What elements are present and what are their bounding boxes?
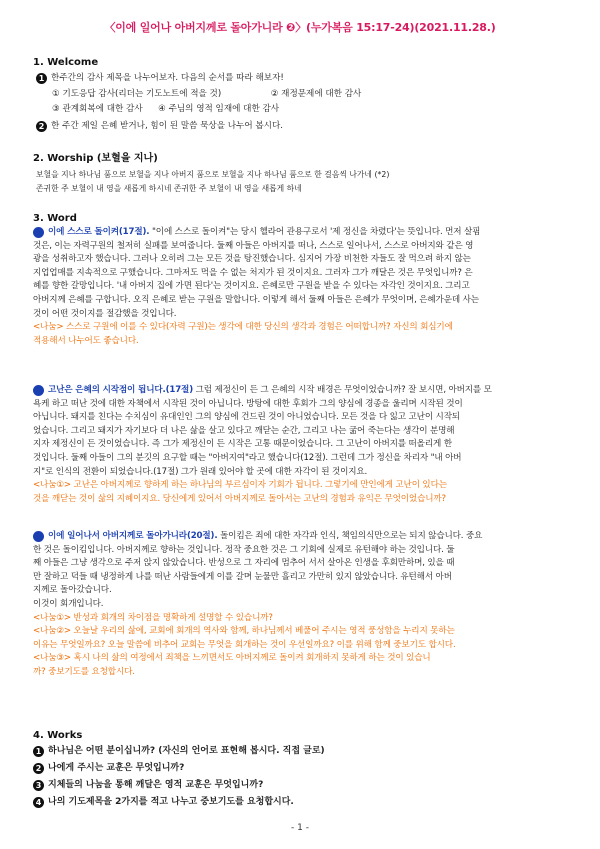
- word-point-3: [33, 530, 571, 680]
- lyrics-line-1: 보혈을 지나 하나님 품으로 보혈을 지나 아버지 품으로 보혈을 지나 하나님 품으로 한 걸음씩 나가네 (*2): [36, 170, 390, 179]
- sub-2-marker: ②: [270, 88, 279, 99]
- works-item-text: 지체들의 나눔을 통해 깨달은 영적 교훈은 무엇입니까?: [48, 780, 264, 790]
- p3-title: 이에 일어나서 아버지께로 돌아가니라(20절).: [48, 531, 218, 541]
- p1-line: 아버지께 은혜를 구합니다. 오직 은혜로 받는 구원을 말합니다. 이렇게 해서 둘째 아들은 은혜가 무엇이며, 은혜가운데 사는: [33, 294, 479, 305]
- p3-line: 한 것은 돌이킴입니다. 아버지께로 향하는 것입니다. 정작 중요한 것은 그 기회에 실제로 유턴해야 하는 것입니다. 둘: [33, 544, 455, 555]
- p3-line: 째 아들은 그냥 생각으로 주저 앉지 않았습니다. 반성으로 그 자리에 멈추어 서서 살아온 인생을 후회만하며, 있을 때: [33, 558, 455, 569]
- p2-share: <나눔①> 고난은 아버지께로 향하게 하는 하나님의 부르심이자 기회가 됩니다. 그렇기에 만인에게 고난이 있다는: [33, 480, 447, 491]
- p1-line: 지업업매를 지속적으로 구했습니다. 그마저도 먹을 수 없는 처지가 된 것이지요. 그러자 그가 깨달은 것은 무엇입니까? 은: [33, 267, 473, 278]
- works-item-1: [33, 743, 571, 760]
- p3-text: 돌이킴은 죄에 대한 자각과 인식, 책임의식만으로는 되지 않습니다. 중요: [220, 531, 483, 541]
- welcome-item-1-text: 한주간의 감사 제목을 나누어보자. 다음의 순서를 따라 해보자!: [51, 73, 284, 83]
- p3-line: 만 잘하고 덕들 때 냉정하게 나를 떠난 사람들에게 이를 갈며 눈물만 흘리고 가만히 있지 않았습니다. 유턴해서 아버: [33, 571, 452, 582]
- p2-line: 것입니다. 둘째 아들이 그의 분깃의 요구할 때는 "아버지여"라고 했습니다(12절). 그런데 그가 정신을 차리자 "내 아버: [33, 452, 462, 463]
- number-2-icon: 2: [36, 121, 47, 132]
- p2-text: 그럼 제정신이 든 그 은혜의 시작 배경은 무엇이었습니까? 잘 보시면, 아버지를 모: [195, 385, 492, 395]
- number-1-icon: 1: [33, 746, 44, 757]
- welcome-item-1: [36, 72, 574, 86]
- welcome-sub-row-1: [36, 88, 574, 102]
- welcome-sub-row-2: [36, 103, 574, 117]
- page-number: - 1 -: [291, 823, 309, 833]
- number-1-icon: 1: [33, 227, 44, 238]
- works-item-3: [33, 777, 571, 794]
- sub-3-marker: ③: [52, 104, 60, 115]
- p3-share: 이유는 무엇일까요? 오늘 말씀에 비추어 교회는 무엇을 회개하는 것이 우선일까요? 이를 위해 함께 중보기도 합시다.: [33, 639, 456, 650]
- works-item-text: 나에게 주시는 교훈은 무엇입니까?: [48, 763, 185, 773]
- works-list: [33, 743, 571, 811]
- number-3-icon: 3: [33, 780, 44, 791]
- works-item-2: [33, 760, 571, 777]
- p2-line: 었습니다. 그리고 돼지가 자기보다 더 나은 삶을 살고 있다고 깨닫는 순간, 그리고 나는 굶어 죽는다는 생각이 분명해: [33, 425, 455, 436]
- word-heading: 3. Word: [33, 213, 77, 224]
- worship-song-title: (보혈을 지나): [96, 153, 158, 164]
- sub-1-text: 기도응답 감사(리더는 기도노트에 적을 것): [62, 88, 222, 99]
- lyrics-line-2: 존귀한 주 보혈이 내 영을 새롭게 하시네 존귀한 주 보혈이 내 영을 새롭게 하네: [36, 184, 302, 193]
- works-item-4: [33, 794, 571, 811]
- word-point-1: [33, 226, 571, 348]
- worship-heading-text: 2. Worship: [33, 153, 94, 164]
- p1-line: 것은, 이는 자력구원의 철저히 실패를 보여줍니다. 둘째 아들은 아버지를 떠나, 스스로 일어나서, 스스로 아버지와 같은 영: [33, 240, 474, 251]
- p3-line: 이것이 회개입니다.: [33, 598, 104, 609]
- works-item-text: 하나님은 어떤 분이십니까? (자신의 언어로 표현해 봅시다. 직접 글로): [48, 746, 325, 756]
- sub-3-text: 관계회복에 대한 감사: [62, 104, 143, 115]
- works-item-text: 나의 기도제목을 2가지를 적고 나누고 중보기도를 요청합시다.: [48, 797, 294, 807]
- p2-line: 지자 제정신이 든 것이었습니다. 즉 그가 제정신이 든 시작은 고통 때문이었습니다. 그 고난이 아버지를 떠올리게 한: [33, 439, 452, 450]
- welcome-item-2-text: 한 주간 제일 은혜 받거나, 힘이 된 말씀 묵상을 나누어 봅시다.: [51, 120, 284, 131]
- p1-share: 적용해서 나누어도 좋습니다.: [33, 335, 139, 346]
- number-4-icon: 4: [33, 797, 44, 808]
- p2-line: 지"로 인식의 전환이 되었습니다.(17절) 그가 원래 있어야 할 곳에 대한 자각이 된 것이지요.: [33, 466, 368, 477]
- p3-share: <나눔③> 혹시 나의 삶의 여정에서 죄책을 느끼면서도 아버지께로 돌이켜 회개하지 못하게 하는 것이 있습니: [33, 653, 431, 664]
- p1-title: 이에 스스로 돌이켜(17절).: [48, 227, 150, 237]
- p3-share: 까? 중보기도를 요청합시다.: [33, 666, 135, 677]
- sub-1-marker: ①: [52, 88, 60, 99]
- number-3-icon: 3: [33, 531, 44, 542]
- p2-line-1: [33, 384, 571, 398]
- p1-share: <나눔> 스스로 구원에 이를 수 있다(자력 구원)는 생각에 대한 당신의 생각과 경험은 어떠합니까? 자신의 회심기에: [33, 322, 453, 333]
- sub-4-marker: ④: [158, 104, 166, 115]
- p3-share: <나눔②> 오늘날 우리의 삶에, 교회에 회개의 역사와 함께, 하나님께서 베풀어 주시는 영적 풍성함을 누리지 못하는: [33, 626, 455, 637]
- p2-share: 것을 깨닫는 것이 삶의 지혜이지요. 당신에게 있어서 아버지께로 돌아서는 고난의 경험과 유익은 무엇이었습니까?: [33, 493, 446, 504]
- worship-lyrics: [36, 168, 574, 195]
- page-title: 〈이에 일어나 아버지께로 돌아가니라 ❷〉(누가복음 15:17-24)(2021.11.28.): [104, 21, 496, 34]
- p3-line-1: [33, 530, 571, 544]
- p2-line: 욕케 하고 떠난 것에 대한 자책에서 시작된 것이 아닙니다. 방탕에 대한 후회가 그의 양심에 경종을 울리며 시작된 것이: [33, 398, 463, 409]
- p1-line: 것이 어떤 것이지를 절감했을 것입니다.: [33, 308, 177, 319]
- word-point-2: [33, 384, 571, 506]
- sub-2-text: 재정문제에 대한 감사: [281, 88, 362, 99]
- p2-line: 아닙니다. 돼지를 친다는 수치심이 유대인인 그의 양심에 건드린 것이 아니었습니다. 모든 것을 다 잃고 고난이 시작되: [33, 412, 461, 423]
- welcome-section: [36, 72, 574, 133]
- p1-line: 혜를 향한 갈망입니다. '내 아버지 집에 가면 된다'는 것이지요. 은혜로만 구원을 받을 수 있다는 자각인 것이지요. 그리고: [33, 281, 470, 292]
- sub-4-text: 주님의 영적 임재에 대한 감사: [168, 104, 280, 115]
- p2-title: 고난은 은혜의 시작점이 됩니다.(17절): [48, 385, 193, 395]
- number-2-icon: 2: [33, 763, 44, 774]
- p3-line: 지께로 돌아갔습니다.: [33, 585, 112, 596]
- welcome-heading: 1. Welcome: [33, 57, 99, 68]
- p3-share: <나눔①> 반성과 회개의 차이점을 명확하게 설명할 수 있습니까?: [33, 612, 273, 623]
- number-1-icon: 1: [36, 73, 47, 84]
- number-2-icon: 2: [33, 385, 44, 396]
- p1-line: 광을 성취하고자 했습니다. 그러나 오히려 그는 모든 것을 탕진했습니다. 심지어 가장 비천한 자들도 잘 먹으려 하지 않는: [33, 254, 471, 265]
- works-heading: 4. Works: [33, 730, 83, 741]
- p1-line-1: [33, 226, 571, 240]
- p1-text: "이에 스스로 돌이켜"는 당시 헬라어 관용구로서 '제 정신을 차렸다'는 뜻입니다. 먼저 살핌: [151, 227, 481, 237]
- worship-heading: [33, 152, 158, 165]
- welcome-item-2: [36, 120, 574, 134]
